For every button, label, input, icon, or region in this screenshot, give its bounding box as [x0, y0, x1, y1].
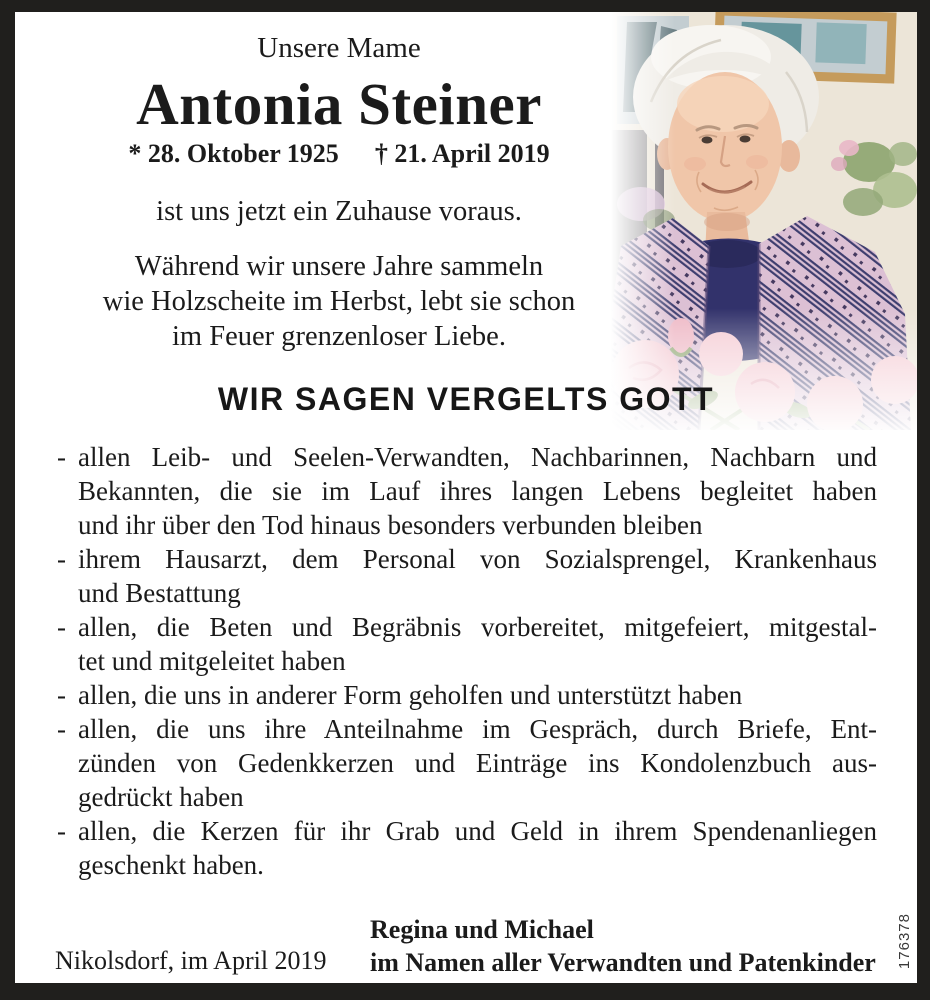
- place-date: Nikolsdorf, im April 2019: [55, 946, 327, 975]
- signature-block: [370, 913, 876, 979]
- list-dash: -: [57, 816, 66, 846]
- list-line: zünden von Gedenkkerzen und Einträge ins Kondolenzbuch aus-: [78, 748, 877, 778]
- lead-line: ist uns jetzt ein Zuhause voraus.: [156, 196, 522, 228]
- death-date: † 21. April 2019: [374, 139, 550, 169]
- list-line: tet und mitgeleitet haben: [78, 646, 346, 676]
- deceased-name: Antonia Steiner: [136, 70, 542, 137]
- list-line: ihrem Hausarzt, dem Personal von Sozialsprengel, Krankenhaus: [78, 544, 877, 574]
- intro-line: Unsere Mame: [257, 32, 421, 64]
- list-dash: -: [57, 612, 66, 642]
- birth-date: * 28. Oktober 1925: [128, 139, 339, 169]
- list-line: allen Leib- und Seelen-Verwandten, Nachbarinnen, Nachbarn und: [78, 442, 877, 472]
- list-item: [55, 610, 877, 678]
- signature-line: Regina und Michael: [370, 915, 594, 944]
- thanks-heading: WIR SAGEN VERGELTS GOTT: [217, 381, 715, 417]
- list-line: und Bestattung: [78, 578, 241, 608]
- list-item: [55, 814, 877, 882]
- list-item: [55, 678, 877, 712]
- list-line: allen, die Beten und Begräbnis vorbereitet, mitgefeiert, mitgestal-: [78, 612, 877, 642]
- list-line: und ihr über den Tod hinaus besonders verbunden bleiben: [78, 510, 703, 540]
- list-line: Bekannten, die sie im Lauf ihres langen Lebens begleitet haben: [78, 476, 877, 506]
- list-line: gedrückt haben: [78, 782, 244, 812]
- list-dash: -: [57, 714, 66, 744]
- memorial-poem: [15, 249, 663, 354]
- poem-line: wie Holzscheite im Herbst, lebt sie schon: [102, 286, 576, 318]
- notice-header: [15, 12, 663, 354]
- list-line: allen, die uns in anderer Form geholfen und unterstützt haben: [78, 680, 743, 710]
- list-item: [55, 440, 877, 542]
- poem-line: Während wir unsere Jahre sammeln: [134, 251, 544, 283]
- list-dash: -: [57, 442, 66, 472]
- life-dates: [15, 139, 663, 169]
- thanks-list: [55, 440, 877, 882]
- obituary-sheet: [15, 12, 917, 983]
- list-dash: -: [57, 544, 66, 574]
- list-item: [55, 542, 877, 610]
- poem-line: im Feuer grenzenloser Liebe.: [172, 321, 506, 353]
- list-item: [55, 712, 877, 814]
- reference-number: 176378: [896, 912, 913, 969]
- list-line: geschenkt haben.: [78, 850, 264, 880]
- list-line: allen, die uns ihre Anteilnahme im Gespräch, durch Briefe, Ent-: [78, 714, 877, 744]
- list-line: allen, die Kerzen für ihr Grab und Geld in ihrem Spendenanliegen: [78, 816, 877, 846]
- signature-line: im Namen aller Verwandten und Patenkinder: [370, 948, 876, 977]
- list-dash: -: [57, 680, 66, 710]
